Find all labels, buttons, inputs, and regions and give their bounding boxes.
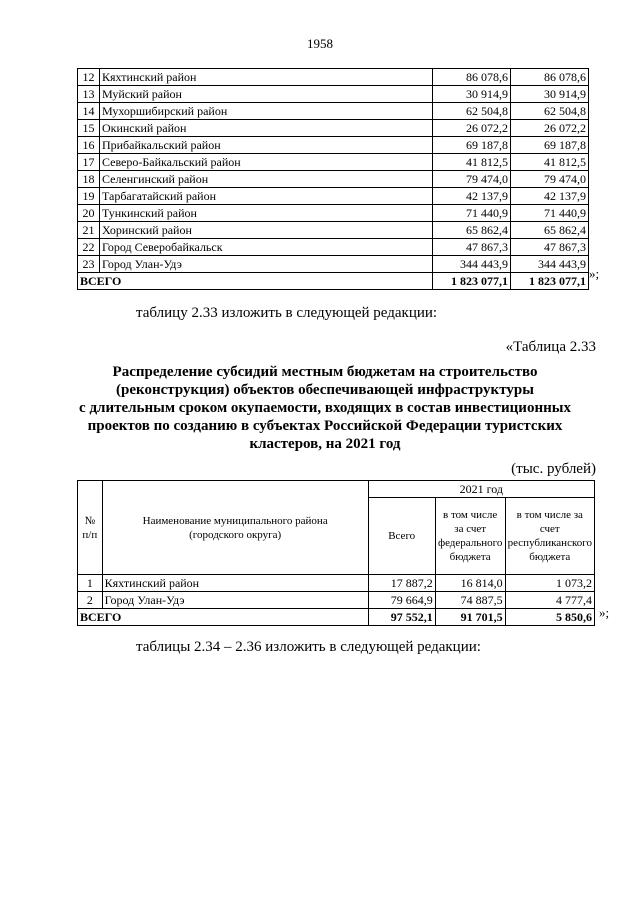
district-name: Кяхтинский район <box>99 69 432 86</box>
table-row <box>78 239 589 256</box>
total-row <box>78 273 589 290</box>
title-line: проектов по созданию в субъектах Российской Федерации туристских <box>87 418 563 434</box>
table-row <box>78 69 589 86</box>
total-label: ВСЕГО <box>78 273 433 290</box>
district-name: Мухоршибирский район <box>99 103 432 120</box>
row-total: 69 187,8 <box>433 137 511 154</box>
district-name: Прибайкальский район <box>99 137 432 154</box>
table-row <box>78 222 589 239</box>
total-label: ВСЕГО <box>78 609 369 626</box>
table-title <box>60 363 590 453</box>
title-line: (реконструкция) объектов обеспечивающей инфраструктуры <box>116 382 534 398</box>
row-number: 14 <box>78 103 100 120</box>
row-total: 41 812,5 <box>433 154 511 171</box>
row-number: 18 <box>78 171 100 188</box>
row-value: 86 078,6 <box>511 69 589 86</box>
district-name: Окинский район <box>99 120 432 137</box>
row-value: 62 504,8 <box>511 103 589 120</box>
closing-quote: »; <box>599 605 610 620</box>
header-name: Наименование муниципального района (городского округа) <box>102 481 368 575</box>
row-value: 79 474,0 <box>511 171 589 188</box>
row-total: 344 443,9 <box>433 256 511 273</box>
district-name: Город Северобайкальск <box>99 239 432 256</box>
header-republic: в том числе за счет республиканского бюджета <box>505 498 594 575</box>
table-row <box>78 592 595 609</box>
table-row <box>78 137 589 154</box>
table-row <box>78 256 589 273</box>
header-federal: в том числе за счет федерального бюджета <box>435 498 505 575</box>
district-name: Северо-Байкальский район <box>99 154 432 171</box>
row-number: 17 <box>78 154 100 171</box>
district-name: Город Улан-Удэ <box>102 592 368 609</box>
total-value: 1 823 077,1 <box>433 273 511 290</box>
title-line: с длительным сроком окупаемости, входящих в состав инвестиционных <box>79 400 571 416</box>
subsidy-table <box>77 480 595 626</box>
row-federal: 74 887,5 <box>435 592 505 609</box>
closing-quote: »; <box>589 266 600 281</box>
instruction-paragraph: таблицы 2.34 – 2.36 изложить в следующей редакции: <box>136 639 481 655</box>
instruction-paragraph: таблицу 2.33 изложить в следующей редакции: <box>136 305 438 321</box>
header-num: № п/п <box>78 481 103 575</box>
row-number: 12 <box>78 69 100 86</box>
row-total: 71 440,9 <box>433 205 511 222</box>
row-total: 62 504,8 <box>433 103 511 120</box>
district-name: Город Улан-Удэ <box>99 256 432 273</box>
row-total: 65 862,4 <box>433 222 511 239</box>
header-year: 2021 год <box>368 481 594 498</box>
row-value: 47 867,3 <box>511 239 589 256</box>
row-number: 13 <box>78 86 100 103</box>
total-federal: 91 701,5 <box>435 609 505 626</box>
table-row <box>78 188 589 205</box>
title-line: кластеров, на 2021 год <box>249 436 401 452</box>
row-number: 23 <box>78 256 100 273</box>
row-total: 30 914,9 <box>433 86 511 103</box>
row-value: 71 440,9 <box>511 205 589 222</box>
row-republic: 4 777,4 <box>505 592 594 609</box>
table-row <box>78 103 589 120</box>
row-number: 20 <box>78 205 100 222</box>
total-row <box>78 609 595 626</box>
total-value: 1 823 077,1 <box>511 273 589 290</box>
row-value: 41 812,5 <box>511 154 589 171</box>
row-value: 30 914,9 <box>511 86 589 103</box>
table-caption: «Таблица 2.33 <box>505 339 596 355</box>
table-row <box>78 171 589 188</box>
district-name: Кяхтинский район <box>102 575 368 592</box>
table-row <box>78 120 589 137</box>
district-name: Тункинский район <box>99 205 432 222</box>
district-name: Муйский район <box>99 86 432 103</box>
row-total: 47 867,3 <box>433 239 511 256</box>
row-value: 42 137,9 <box>511 188 589 205</box>
table-row <box>78 154 589 171</box>
row-number: 15 <box>78 120 100 137</box>
page-number: 1958 <box>307 36 333 51</box>
units-label: (тыс. рублей) <box>511 461 596 477</box>
header-row <box>78 481 595 498</box>
row-number: 1 <box>78 575 103 592</box>
row-total: 17 887,2 <box>368 575 435 592</box>
district-name: Селенгинский район <box>99 171 432 188</box>
table-row <box>78 86 589 103</box>
row-value: 26 072,2 <box>511 120 589 137</box>
total-value: 97 552,1 <box>368 609 435 626</box>
row-number: 2 <box>78 592 103 609</box>
row-value: 69 187,8 <box>511 137 589 154</box>
row-value: 344 443,9 <box>511 256 589 273</box>
row-number: 16 <box>78 137 100 154</box>
table-row <box>78 575 595 592</box>
row-federal: 16 814,0 <box>435 575 505 592</box>
row-total: 26 072,2 <box>433 120 511 137</box>
row-number: 19 <box>78 188 100 205</box>
district-name: Тарбагатайский район <box>99 188 432 205</box>
row-total: 79 474,0 <box>433 171 511 188</box>
row-total: 42 137,9 <box>433 188 511 205</box>
district-name: Хоринский район <box>99 222 432 239</box>
row-number: 22 <box>78 239 100 256</box>
header-total: Всего <box>368 498 435 575</box>
previous-table <box>77 68 589 290</box>
row-number: 21 <box>78 222 100 239</box>
row-total: 79 664,9 <box>368 592 435 609</box>
total-republic: 5 850,6 <box>505 609 594 626</box>
row-republic: 1 073,2 <box>505 575 594 592</box>
row-total: 86 078,6 <box>433 69 511 86</box>
row-value: 65 862,4 <box>511 222 589 239</box>
table-row <box>78 205 589 222</box>
title-line: Распределение субсидий местным бюджетам на строительство <box>112 364 538 380</box>
